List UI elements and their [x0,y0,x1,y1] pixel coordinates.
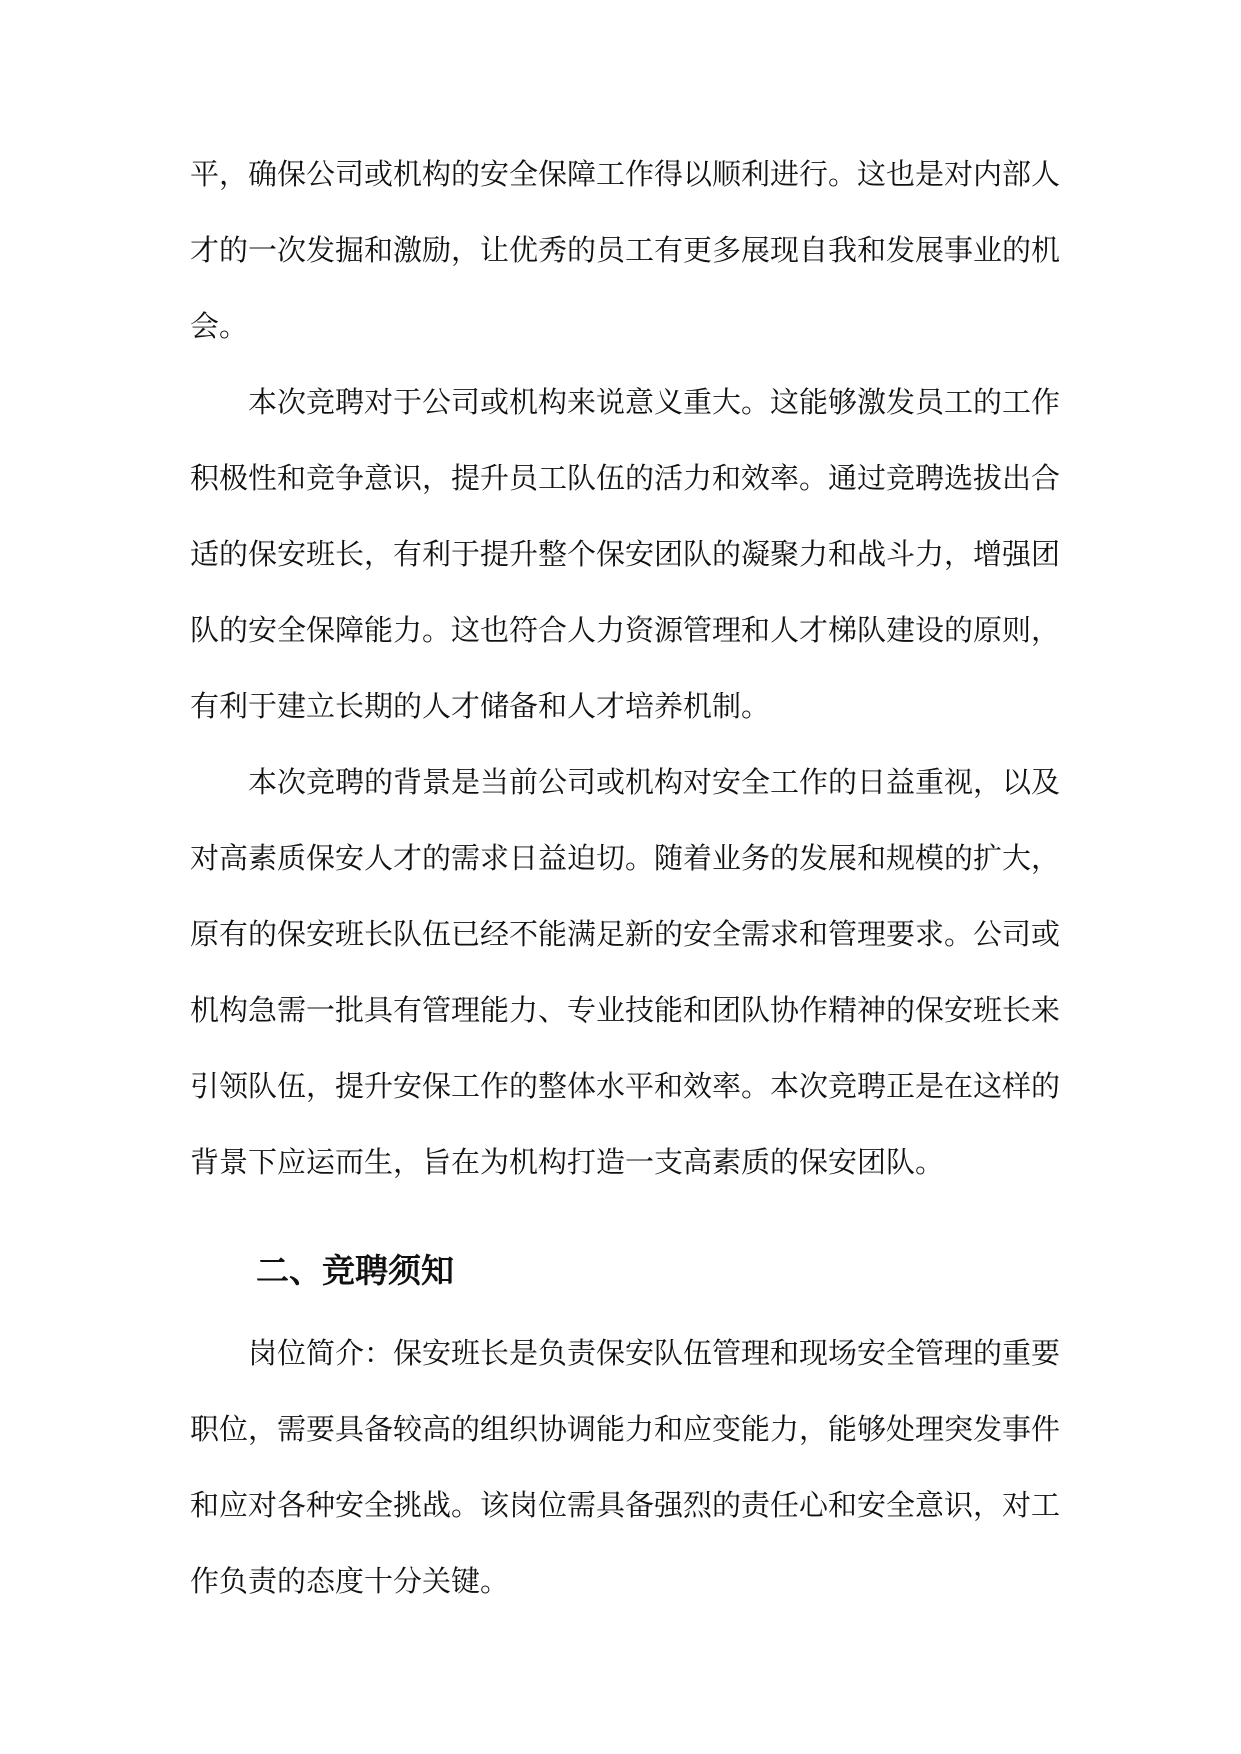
text-line: 职位，需要具备较高的组织协调能力和应变能力，能够处理突发事件 [190,1412,1061,1446]
text-line: 会。 [190,309,249,343]
page-body [190,136,1060,1619]
text-line: 原有的保安班长队伍已经不能满足新的安全需求和管理要求。公司或 [190,917,1061,951]
text-line: 才的一次发掘和激励，让优秀的员工有更多展现自我和发展事业的机 [190,233,1061,267]
paragraph-job-description [190,1315,1060,1619]
text-line: 和应对各种安全挑战。该岗位需具备强烈的责任心和安全意识，对工 [190,1488,1061,1522]
text-line: 机构急需一批具有管理能力、专业技能和团队协作精神的保安班长来 [190,993,1061,1027]
text-line: 岗位简介：保安班长是负责保安队伍管理和现场安全管理的重要 [248,1336,1061,1370]
section-heading: 二、竞聘须知 [256,1251,454,1290]
section-background [190,136,1060,1200]
text-line: 作负责的态度十分关键。 [190,1564,510,1598]
text-line: 平，确保公司或机构的安全保障工作得以顺利进行。这也是对内部人 [190,157,1061,191]
text-line: 本次竞聘的背景是当前公司或机构对安全工作的日益重视，以及 [248,765,1061,799]
paragraph-background [190,744,1060,1200]
text-line: 适的保安班长，有利于提升整个保安团队的凝聚力和战斗力，增强团 [190,537,1061,571]
text-line: 背景下应运而生，旨在为机构打造一支高素质的保安团队。 [190,1145,945,1179]
text-line: 引领队伍，提升安保工作的整体水平和效率。本次竞聘正是在这样的 [190,1069,1061,1103]
section-notice [190,1233,1060,1619]
text-line: 队的安全保障能力。这也符合人力资源管理和人才梯队建设的原则， [190,613,1061,647]
text-line: 有利于建立长期的人才储备和人才培养机制。 [190,689,771,723]
paragraph-continued [190,136,1060,364]
paragraph-significance [190,364,1060,744]
text-line: 对高素质保安人才的需求日益迫切。随着业务的发展和规模的扩大， [190,841,1061,875]
text-line: 积极性和竞争意识，提升员工队伍的活力和效率。通过竞聘选拔出合 [190,461,1061,495]
text-line: 本次竞聘对于公司或机构来说意义重大。这能够激发员工的工作 [248,385,1061,419]
